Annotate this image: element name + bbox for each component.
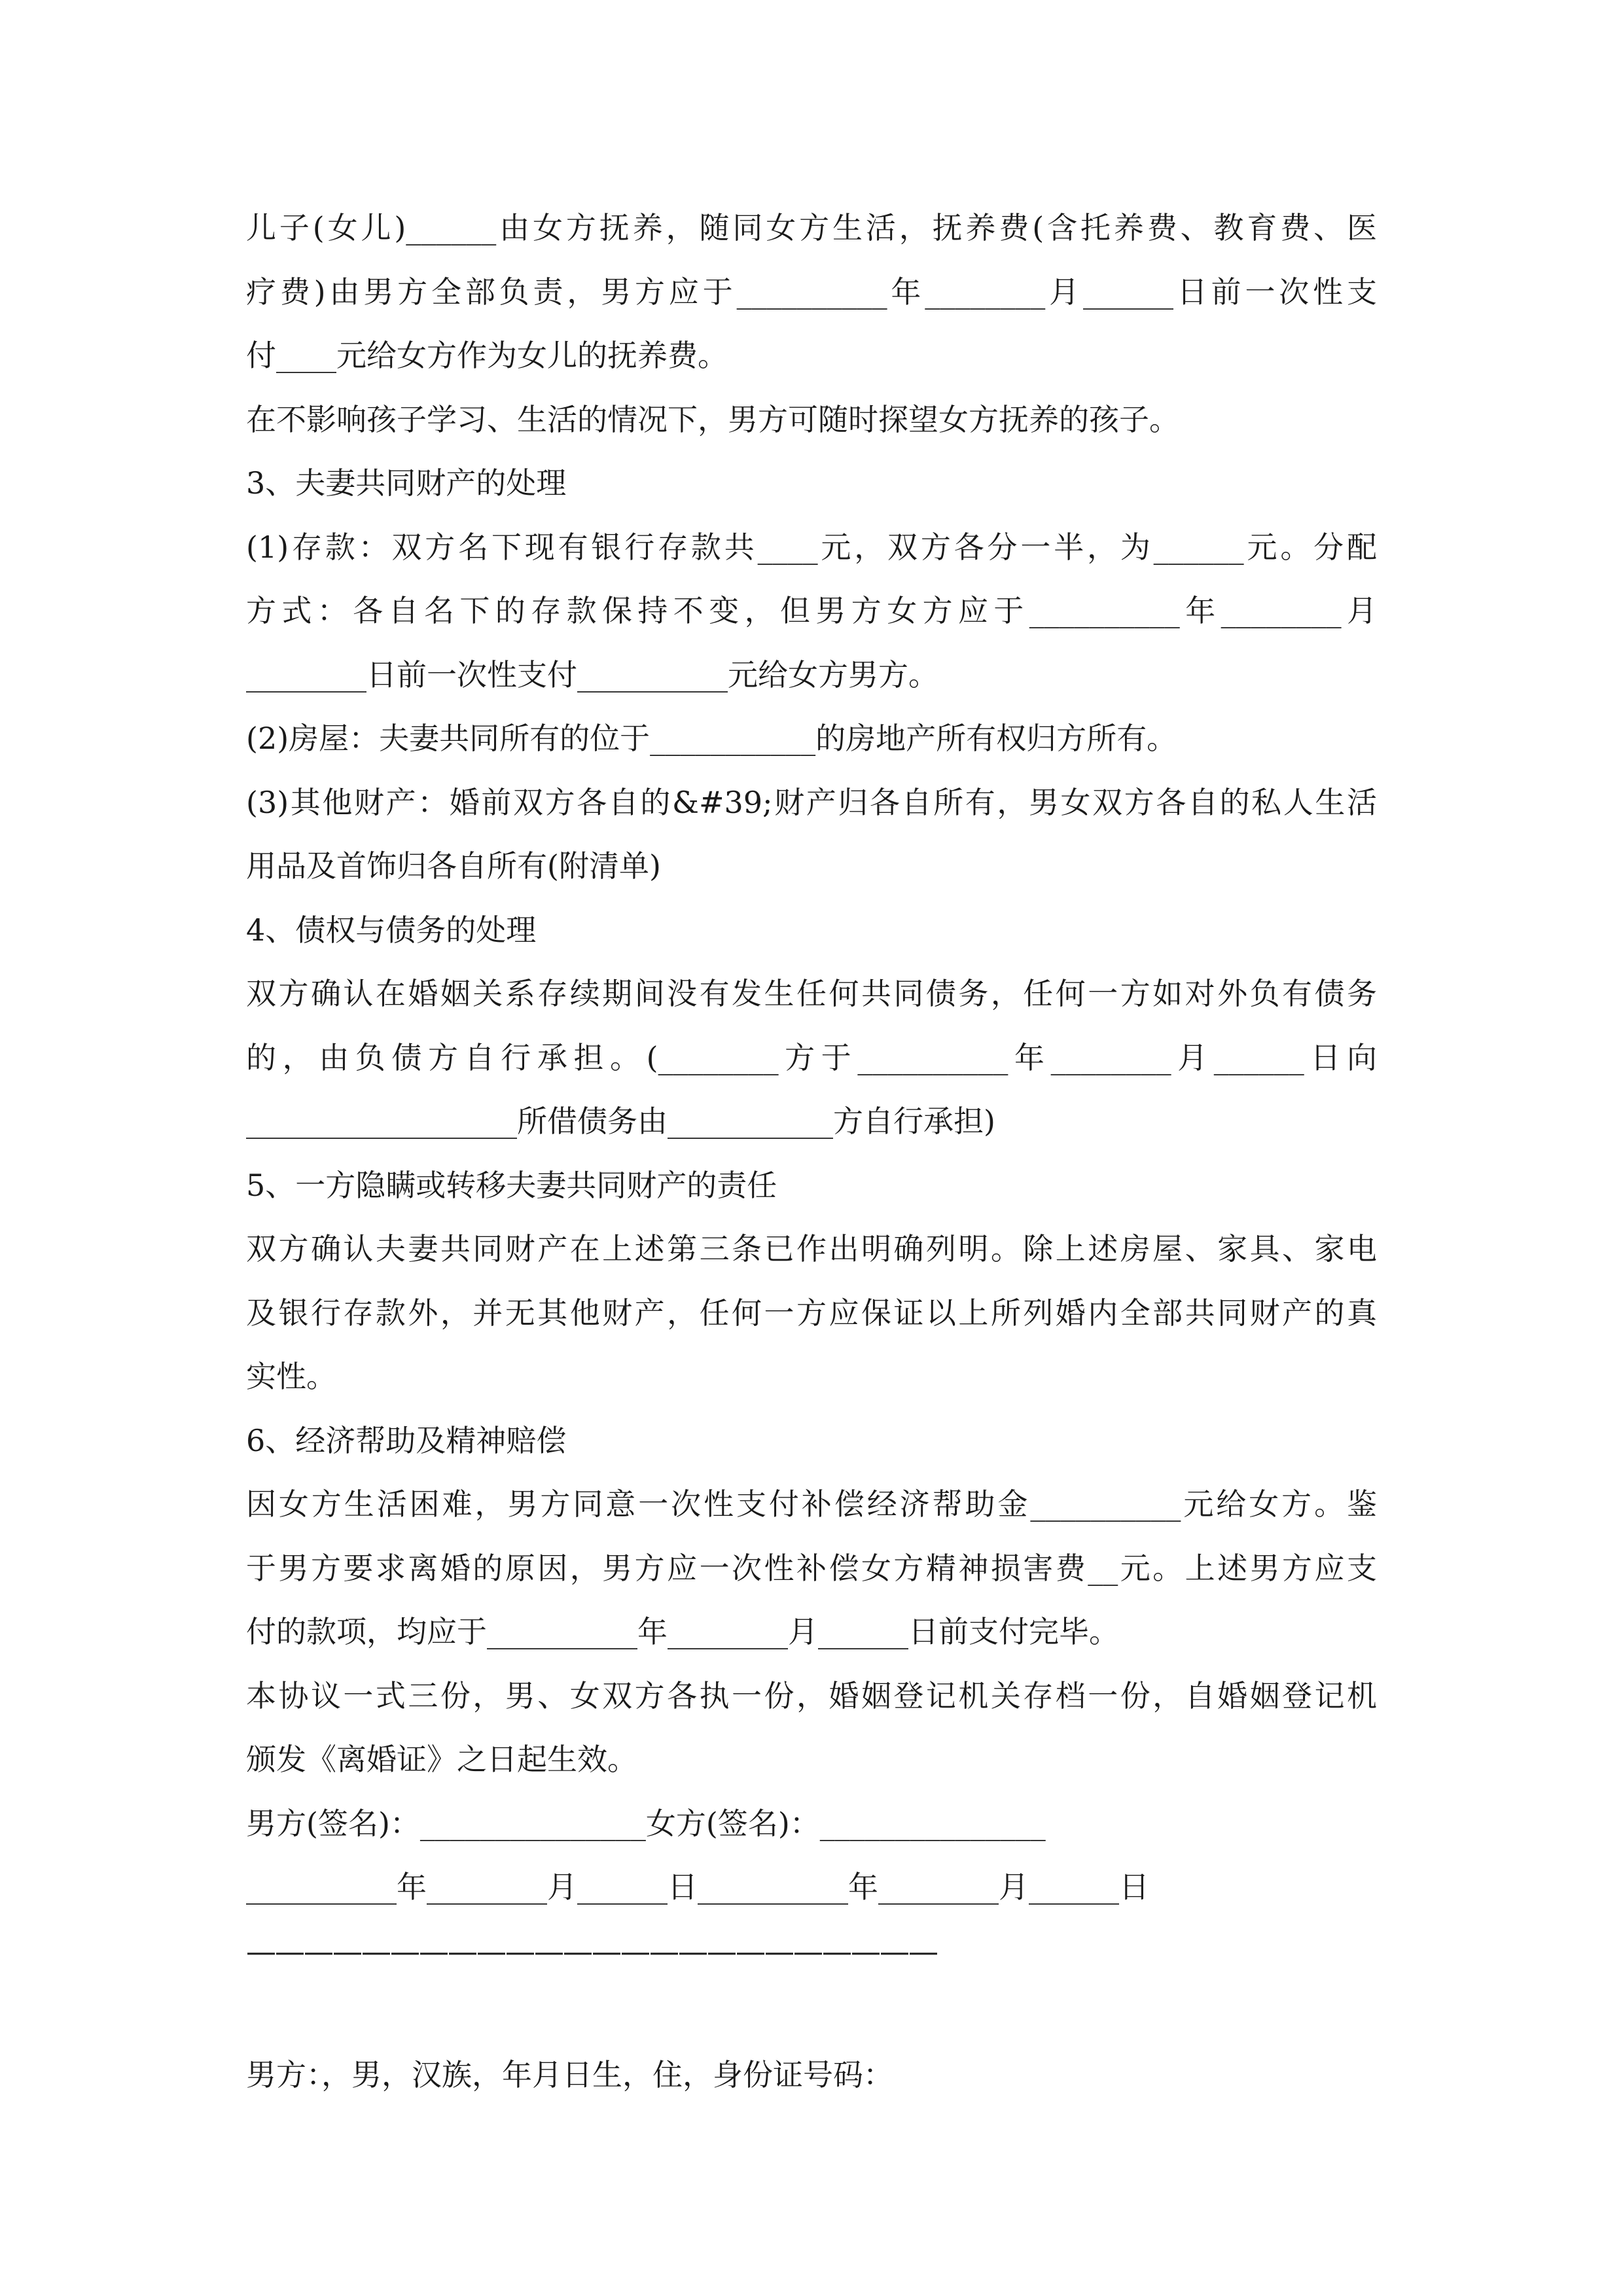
section-heading: 4、债权与债务的处理 [246,912,537,948]
separator-line: ———————————————————————— [246,1933,937,1969]
paragraph-line: 在不影响孩子学习、生活的情况下，男方可随时探望女方抚养的孩子。 [246,401,1179,437]
paragraph-line: 儿子(女儿)______由女方抚养，随同女方生活，抚养费(含托养费、教育费、医 [246,210,1377,245]
section-heading: 5、一方隐瞒或转移夫妻共同财产的责任 [246,1167,777,1203]
paragraph-line: 本协议一式三份，男、女双方各执一份，婚姻登记机关存档一份，自婚姻登记机 [246,1677,1377,1713]
paragraph-line: 付的款项，均应于__________年________月______日前支付完毕。 [246,1614,1119,1649]
section-heading: 3、夫妻共同财产的处理 [246,465,567,501]
paragraph-line: 双方确认在婚姻关系存续期间没有发生任何共同债务，任何一方如对外负有债务 [246,976,1377,1011]
paragraph-line: (3)其他财产：婚前双方各自的&#39;财产归各自所有，男女双方各自的私人生活 [246,784,1377,820]
paragraph-line: 颁发《离婚证》之日起生效。 [246,1742,637,1777]
paragraph-line: (2)房屋：夫妻共同所有的位于___________的房地产所有权归方所有。 [246,721,1177,756]
paragraph-line: (1)存款：双方名下现有银行存款共____元，双方各分一半，为______元。分配 [246,529,1377,565]
paragraph-line: 付____元给女方作为女儿的抚养费。 [246,338,728,373]
spacer [246,1983,1377,2043]
paragraph-line: 用品及首饰归各自所有(附清单) [246,848,661,884]
signature-line: 男方(签名)：_______________女方(签名)：_______________ [246,1805,1046,1841]
date-line: __________年________月______日__________年________月______日 [246,1869,1149,1905]
document-page [246,196,1377,2108]
paragraph-line: 双方确认夫妻共同财产在上述第三条已作出明确列明。除上述房屋、家具、家电 [246,1231,1377,1266]
paragraph-line: __________________所借债务由___________方自行承担) [246,1103,995,1139]
section-heading: 6、经济帮助及精神赔偿 [246,1422,567,1458]
paragraph-line: 因女方生活困难，男方同意一次性支付补偿经济帮助金__________元给女方。鉴 [246,1486,1377,1522]
paragraph-line: ________日前一次性支付__________元给女方男方。 [246,656,938,692]
paragraph-line: 的，由负债方自行承担。(________方于__________年________月______日向 [246,1039,1377,1075]
paragraph-line: 疗费)由男方全部负责，男方应于__________年________月______日前一次性支 [246,274,1377,310]
paragraph-line: 于男方要求离婚的原因，男方应一次性补偿女方精神损害费__元。上述男方应支 [246,1550,1377,1586]
paragraph-line: 实性。 [246,1359,336,1394]
paragraph-line: 方式：各自名下的存款保持不变，但男方女方应于__________年________月 [246,593,1377,628]
party-info-line: 男方：，男，汉族，年月日生，住，身份证号码： [246,2057,893,2092]
paragraph-line: 及银行存款外，并无其他财产，任何一方应保证以上所列婚内全部共同财产的真 [246,1295,1377,1331]
